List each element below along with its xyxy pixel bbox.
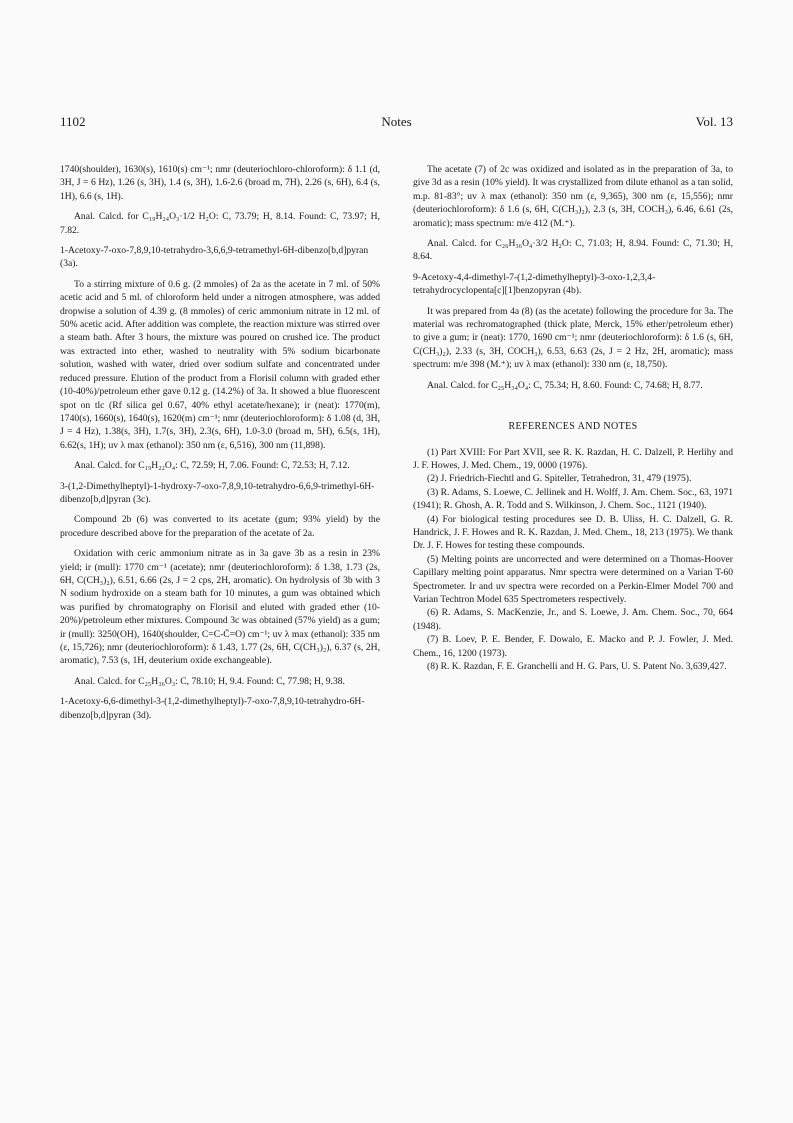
references-list xyxy=(413,446,733,674)
running-title: Notes xyxy=(381,114,412,129)
volume-label: Vol. 13 xyxy=(695,114,733,129)
paragraph: It was prepared from 4a (8) (as the acetate) following the procedure for 3a. The material was rechromatographed (thick plate, Merck, 15% ether/petroleum ether) to give a gum; ir (neat): 1770, 1690 cm⁻¹; nmr (deuteriochloroform): δ 1.6 (s, 6H, C(CH₃)₂), 2.33 (s, 3H, COCH₃), 6.53, 6.63 (2s, J = 2 Hz, 2H, aromatic); mass spectrum: m/e 398 (M.⁺); uv λ max (ethanol): 330 nm (ε, 18,750). xyxy=(413,305,733,371)
reference-item: (7) B. Loev, P. E. Bender, F. Dowalo, E. Macko and P. J. Fowler, J. Med. Chem., 16, 1200 (1973). xyxy=(413,634,733,659)
page-header xyxy=(60,114,733,132)
reference-item: (5) Melting points are uncorrected and were determined on a Thomas-Hoover Capillary melting point apparatus. Nmr spectra were determined on a Varian T-60 Spectrometer. Ir and uv spectra were recorded on a Perkin-Elmer Model 700 and Varian Techtron Model 635 Spectrometers respectively. xyxy=(413,553,733,605)
reference-item: (2) J. Friedrich-Fiechtl and G. Spiteller, Tetrahedron, 31, 479 (1975). xyxy=(427,473,692,485)
compound-heading: 9-Acetoxy-4,4-dimethyl-7-(1,2-dimethylheptyl)-3-oxo-1,2,3,4-tetrahydrocyclopenta[c][1]benzopyran (4b). xyxy=(413,271,656,297)
references-heading: REFERENCES AND NOTES xyxy=(508,421,638,433)
analysis-paragraph: Anal. Calcd. for C₁₉H₂₄O₃·1/2 H₂O: C, 73.79; H, 8.14. Found: C, 73.97; H, 7.82. xyxy=(60,211,380,236)
paragraph: To a stirring mixture of 0.6 g. (2 mmoles) of 2a as the acetate in 7 ml. of 50% acetic acid and 5 ml. of chloroform held under a nitrogen atmosphere, was added dropwise a solution of 4.39 g. (8 mmoles) of ceric ammonium nitrate in 12 ml. of 50% acetic acid. After addition was complete, the reaction mixture was stirred over a steam bath. After 3 hours, the mixture was poured on crushed ice. The product was extracted into ether, washed to neutrality with 5% sodium bicarbonate solution, washed with water, dried over sodium sulfate and concentrated under reduced pressure. Elution of the product from a Florisil column with graded ether (10-40%)/petroleum ether gave 0.12 g. (14.2%) of 3a. It showed a blue fluorescent spot on tlc (Rf silica gel 0.67, 40% ethyl acetate/hexane); ir (neat): 1770(m), 1740(s), 1660(s), 1640(s), 1620(m) cm⁻¹; nmr (deuteriochloroform): δ 1.08 (d, 3H, J = 4 Hz), 1.38(s, 3H), 1.7(s, 3H), 2.3(s, 6H), 1.0-3.0 (broad m, 5H), 6.5(s, 1H), 6.62(s, 1H); uv λ max (ethanol): 350 nm (ε, 6,516), 300 nm (11,898). xyxy=(60,278,380,451)
reference-item: (3) R. Adams, S. Loewe, C. Jellinek and H. Wolff, J. Am. Chem. Soc., 63, 1971 (1941); R. Ghosh, A. R. Todd and S. Wilkinson, J. Chem. Soc., 1121 (1940). xyxy=(413,486,733,512)
analysis-paragraph: Anal. Calcd. for C₂₆H₃₆O₄·3/2 H₂O: C, 71.03; H, 8.94. Found: C, 71.30; H, 8.64. xyxy=(413,238,733,263)
paragraph: The acetate (7) of 2c was oxidized and isolated as in the preparation of 3a, to give 3d as a resin (10% yield). It was crystallized from dilute ethanol as a tan solid, m.p. 81-83°; uv λ max (ethanol): 350 nm (ε, 9,365), 300 nm (ε, 15,556); nmr (deuteriochloroform): δ 1.6 (s, 6H, C(CH₃)₂), 2.3 (s, 3H, COCH₃), 6.46, 6.61 (2s, aromatic); mass spectrum: m/e 412 (M.⁺). xyxy=(413,164,733,229)
analysis-paragraph: Anal. Calcd. for C₂₅H₃₄O₄: C, 75.34; H, 8.60. Found: C, 74.68; H, 8.77. xyxy=(427,379,703,391)
paragraph: Compound 2b (6) was converted to its acetate (gum; 93% yield) by the procedure described above for the preparation of the acetate of 2a. xyxy=(60,514,380,539)
reference-item: (1) Part XVIII: For Part XVII, see R. K. Razdan, H. C. Dalzell, P. Herlihy and J. F. Howes, J. Med. Chem., 19, 0000 (1976). xyxy=(413,446,733,471)
compound-heading: 1-Acetoxy-7-oxo-7,8,9,10-tetrahydro-3,6,6,9-tetramethyl-6H-dibenzo[b,d]pyran (3a). xyxy=(60,245,369,270)
analysis-paragraph: Anal. Calcd. for C₁₉H₂₂O₄: C, 72.59; H, 7.06. Found: C, 72.53; H, 7.12. xyxy=(74,460,350,472)
right-column xyxy=(413,163,733,673)
compound-heading: 3-(1,2-Dimethylheptyl)-1-hydroxy-7-oxo-7,8,9,10-tetrahydro-6,6,9-trimethyl-6H-dibenzo[b,d]pyran (3c). xyxy=(60,480,375,505)
compound-heading: 1-Acetoxy-6,6-dimethyl-3-(1,2-dimethylheptyl)-7-oxo-7,8,9,10-tetrahydro-6H-dibenzo[b,d]pyran (3d). xyxy=(60,696,365,721)
left-column xyxy=(60,163,380,729)
analysis-paragraph: Anal. Calcd. for C₂₅H₃₆O₃: C, 78.10; H, 9.4. Found: C, 77.98; H, 9.38. xyxy=(74,675,345,687)
paragraph: Oxidation with ceric ammonium nitrate as in 3a gave 3b as a resin in 23% yield; ir (mull): 1770 cm⁻¹ (acetate); nmr (deuteriochloroform): δ 1.38, 1.73 (2s, 6H, C(CH₃)₂), 6.51, 6.66 (2s, J = 2 cps, 2H, aromatic). On hydrolysis of 3b with 3 N sodium hydroxide on a steam bath for 10 minutes, a gum was obtained which was purified by chromatography on Florisil and eluted with graded ether (10-20%)/petroleum ether mixtures. Compound 3c was obtained (57% yield) as a gum; ir (mull): 3250(OH), 1640(shoulder, C=C-C̈=O) cm⁻¹; uv λ max (ethanol): 335 nm (ε, 15,726); nmr (deuteriochloroform): δ 1.43, 1.77 (2s, 6H, C(CH₃)₂), 6.37 (s, 2H, aromatic), 7.53 (s, 1H, deuterium oxide exchangeable). xyxy=(60,548,380,667)
paragraph: 1740(shoulder), 1630(s), 1610(s) cm⁻¹; nmr (deuteriochloro-chloroform): δ 1.1 (d, 3H, J = 6 Hz), 1.26 (s, 3H), 1.4 (s, 3H), 1.6-2.6 (broad m, 7H), 2.26 (s, 6H), 6.4 (s, 1H), 6.6 (s, 1H). xyxy=(60,164,380,202)
reference-item: (8) R. K. Razdan, F. E. Granchelli and H. G. Pars, U. S. Patent No. 3,639,427. xyxy=(427,661,727,672)
page-number: 1102 xyxy=(60,114,86,129)
reference-item: (4) For biological testing procedures see D. B. Uliss, H. C. Dalzell, G. R. Handrick, J. F. Howes and R. K. Razdan, J. Med. Chem., 18, 213 (1975). We thank Dr. J. F. Howes for testing these compounds. xyxy=(413,513,733,552)
reference-item: (6) R. Adams, S. MacKenzie, Jr., and S. Loewe, J. Am. Chem. Soc., 70, 664 (1948). xyxy=(413,607,733,632)
